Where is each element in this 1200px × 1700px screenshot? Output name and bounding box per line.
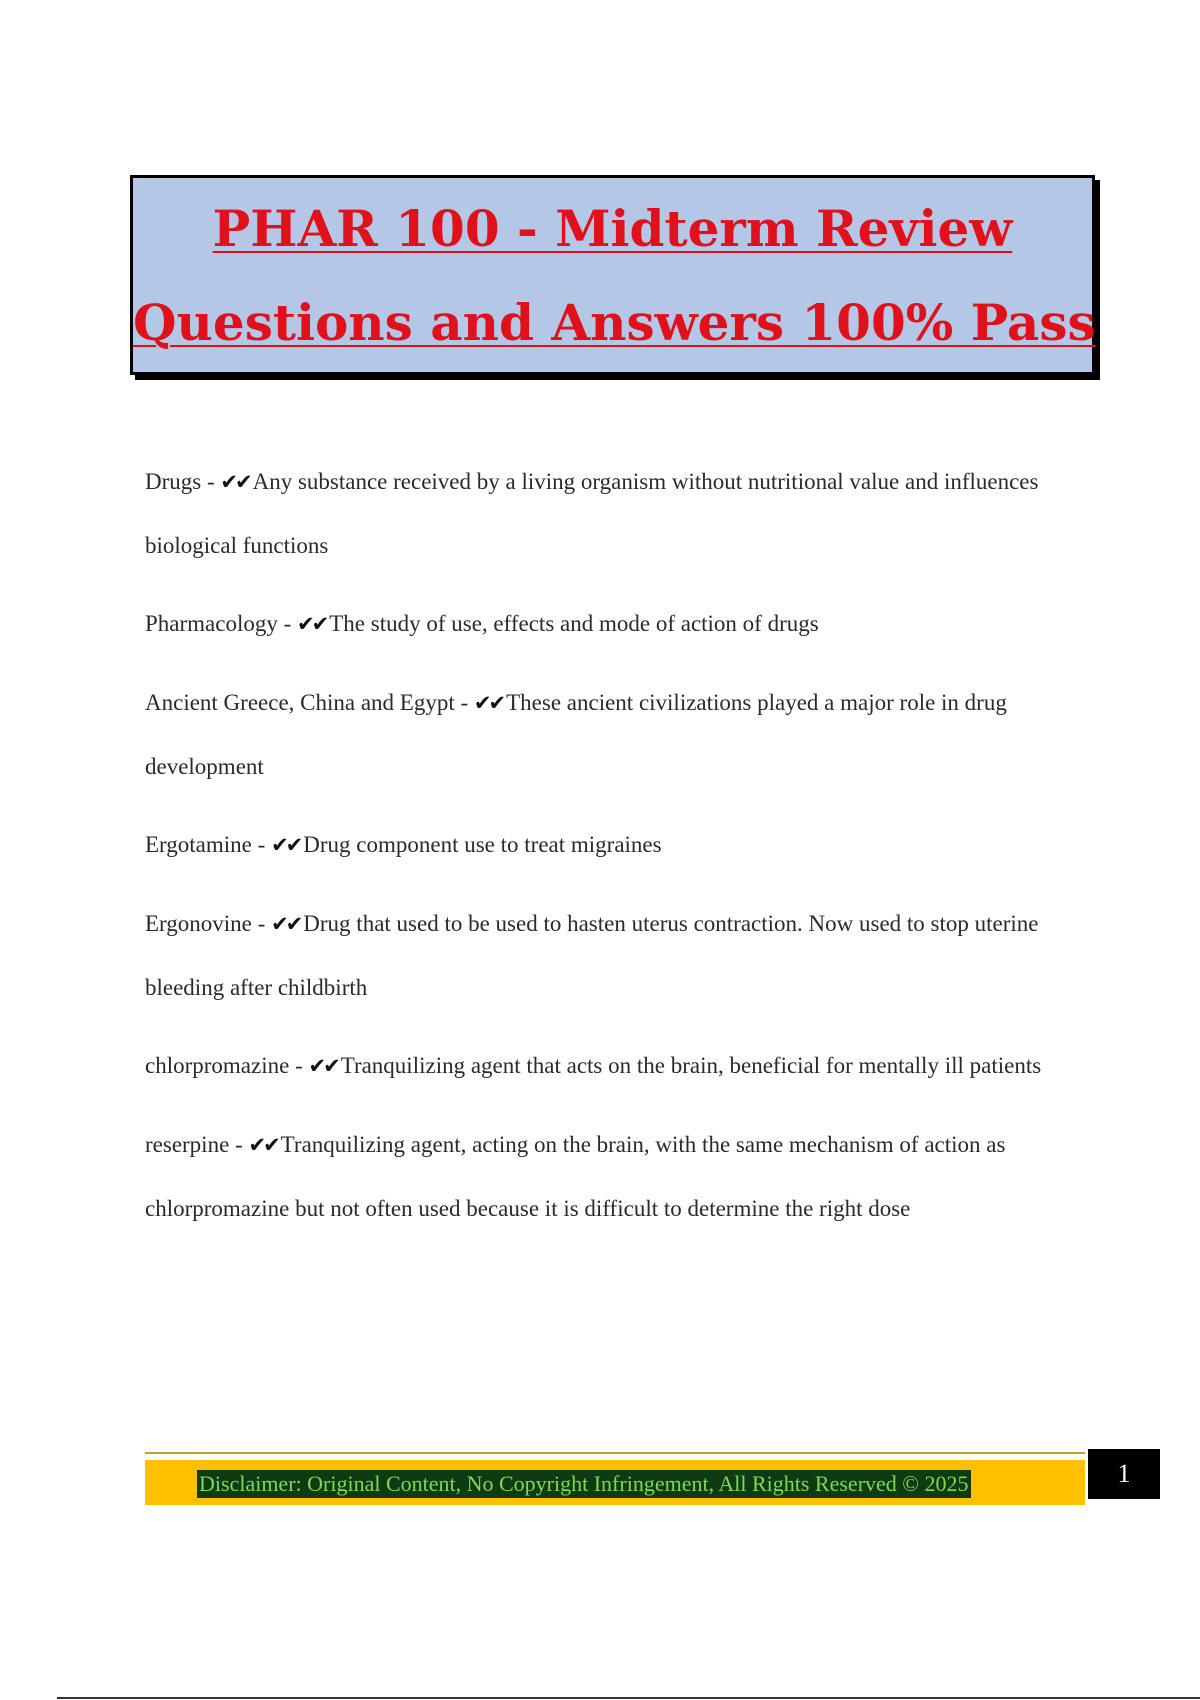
qa-separator: - — [251, 911, 272, 936]
double-check-icon: ✔✔ — [308, 1054, 338, 1078]
title-line-1: PHAR 100 - Midterm Review — [212, 199, 1013, 258]
page-bottom-rule — [57, 1697, 1200, 1699]
qa-term: reserpine — [145, 1132, 230, 1157]
qa-definition: Tranquilizing agent that acts on the brain, beneficial for mentally ill patients — [340, 1053, 1042, 1078]
qa-separator: - — [454, 690, 474, 715]
qa-term: chlorpromazine — [145, 1053, 290, 1078]
qa-term: Ancient Greece, China and Egypt — [145, 690, 455, 715]
qa-item — [145, 813, 1095, 877]
qa-item — [145, 1034, 1095, 1098]
title-box — [130, 175, 1095, 375]
qa-item — [145, 450, 1095, 577]
title-line-2: Questions and Answers 100% Pass — [133, 293, 1096, 352]
qa-separator: - — [229, 1132, 249, 1157]
disclaimer-text: Disclaimer: Original Content, No Copyright Infringement, All Rights Reserved © 2025 — [199, 1471, 969, 1496]
qa-definition: Any substance received by a living organism without nutritional value and influences biological functions — [145, 469, 1039, 558]
double-check-icon: ✔✔ — [271, 912, 301, 936]
qa-term: Ergotamine — [145, 832, 252, 857]
qa-definition: These ancient civilizations played a major role in drug development — [145, 690, 1007, 779]
qa-separator: - — [277, 611, 298, 636]
qa-definition: The study of use, effects and mode of action of drugs — [329, 611, 819, 636]
qa-separator: - — [289, 1053, 309, 1078]
qa-separator: - — [251, 832, 272, 857]
qa-item — [145, 892, 1095, 1019]
double-check-icon: ✔✔ — [220, 470, 250, 494]
double-check-icon: ✔✔ — [248, 1133, 278, 1157]
qa-term: Drugs — [145, 469, 202, 494]
footer-divider — [145, 1452, 1085, 1454]
page-number: 1 — [1088, 1449, 1160, 1499]
qa-term: Pharmacology — [145, 611, 278, 636]
qa-item — [145, 592, 1095, 656]
qa-definition: Tranquilizing agent, acting on the brain, with the same mechanism of action as chlorpromazine but not often used because it is difficult to determine the right dose — [145, 1132, 1006, 1221]
qa-item — [145, 1113, 1095, 1240]
qa-term: Ergonovine — [145, 911, 252, 936]
double-check-icon: ✔✔ — [297, 612, 327, 636]
double-check-icon: ✔✔ — [473, 691, 504, 715]
qa-definition: Drug component use to treat migraines — [303, 832, 662, 857]
qa-separator: - — [201, 469, 221, 494]
qa-definition: Drug that used to be used to hasten uterus contraction. Now used to stop uterine bleeding after childbirth — [145, 911, 1039, 1000]
qa-list — [145, 450, 1095, 1255]
double-check-icon: ✔✔ — [271, 833, 301, 857]
qa-item — [145, 671, 1095, 798]
